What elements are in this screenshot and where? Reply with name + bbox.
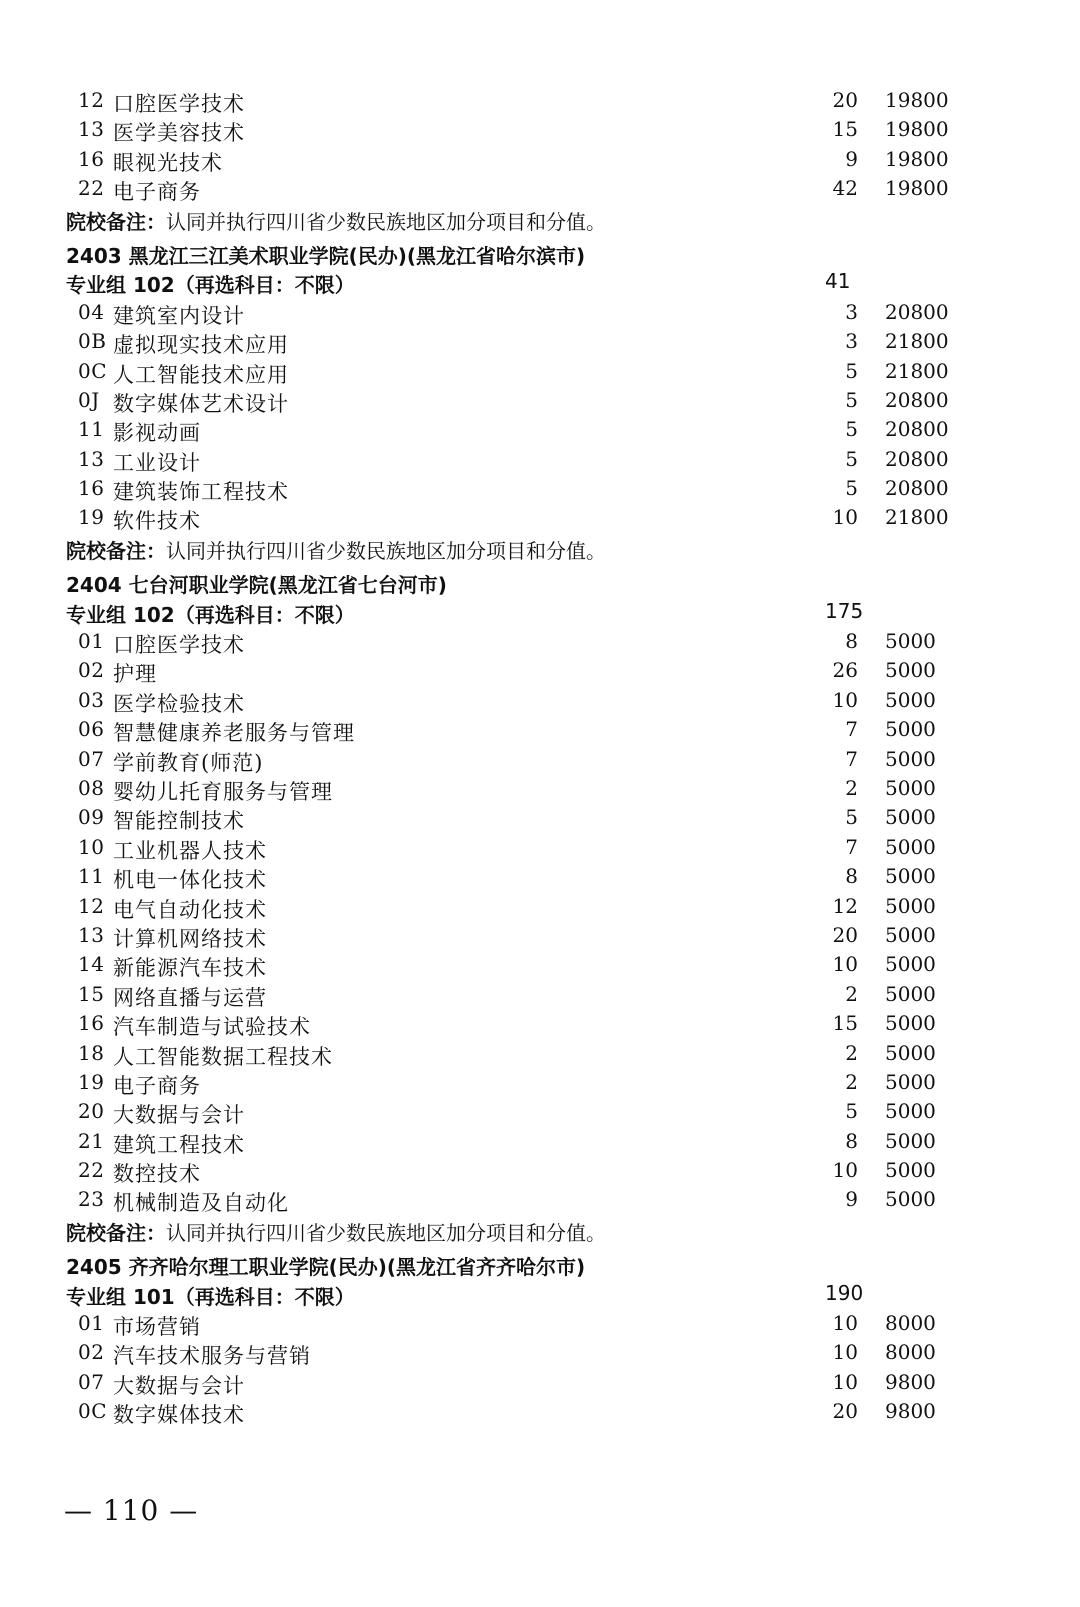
major-tuition: 5000: [885, 1040, 936, 1065]
major-row: [0, 656, 1080, 685]
major-code: 0B: [78, 329, 107, 354]
major-code: 01: [78, 629, 105, 654]
major-name: 电子商务: [113, 180, 201, 205]
major-row: [0, 1368, 1080, 1397]
major-code: 18: [78, 1040, 105, 1065]
major-row: [0, 774, 1080, 803]
major-tuition: 5000: [885, 658, 936, 683]
major-name: 软件技术: [113, 509, 201, 534]
major-tuition: 20800: [885, 446, 949, 471]
major-name: 人工智能数据工程技术: [113, 1044, 333, 1069]
major-tuition: 20800: [885, 299, 949, 324]
major-quota: 2: [845, 981, 858, 1006]
major-row: [0, 145, 1080, 174]
major-row: [0, 298, 1080, 327]
page-number: — 110 —: [64, 1494, 199, 1527]
major-tuition: 20800: [885, 476, 949, 501]
major-code: 03: [78, 687, 105, 712]
major-quota: 2: [845, 1040, 858, 1065]
major-code: 16: [78, 1011, 105, 1036]
school-heading-row: [0, 239, 1080, 268]
note-text: 认同并执行四川省少数民族地区加分项目和分值。: [166, 209, 606, 234]
school-heading-row: [0, 1250, 1080, 1279]
major-row: [0, 415, 1080, 444]
major-quota: 10: [832, 1340, 858, 1365]
major-row: [0, 1156, 1080, 1185]
major-code: 01: [78, 1311, 105, 1336]
major-quota: 5: [845, 417, 858, 442]
major-code: 19: [78, 505, 105, 530]
major-quota: 7: [845, 834, 858, 859]
major-row: [0, 445, 1080, 474]
major-name: 建筑装饰工程技术: [113, 480, 289, 505]
major-tuition: 5000: [885, 893, 936, 918]
major-row: [0, 1127, 1080, 1156]
major-code: 06: [78, 717, 105, 742]
major-quota: 9: [845, 1187, 858, 1212]
major-quota: 20: [832, 88, 858, 112]
major-row: [0, 357, 1080, 386]
major-row: [0, 950, 1080, 979]
major-tuition: 5000: [885, 834, 936, 859]
major-quota: 10: [832, 1311, 858, 1336]
major-row: [0, 627, 1080, 656]
major-code: 07: [78, 1369, 105, 1394]
major-row: [0, 921, 1080, 950]
major-code: 13: [78, 446, 105, 471]
major-name: 眼视光技术: [113, 150, 223, 175]
major-name: 数字媒体技术: [113, 1403, 245, 1428]
school-title: 2405 齐齐哈尔理工职业学院(民办)(黑龙江省齐齐哈尔市): [66, 1255, 586, 1280]
major-quota: 5: [845, 805, 858, 830]
major-name: 机械制造及自动化: [113, 1191, 289, 1216]
major-quota: 9: [845, 146, 858, 171]
catalog-page: [0, 86, 1080, 1427]
major-code: 08: [78, 775, 105, 800]
major-name: 工业机器人技术: [113, 838, 267, 863]
major-row: [0, 1185, 1080, 1214]
major-quota: 5: [845, 358, 858, 383]
school-note-row: [0, 204, 1080, 233]
school-note: [66, 535, 606, 564]
school-note-row: [0, 533, 1080, 562]
major-quota: 7: [845, 746, 858, 771]
major-row: [0, 1397, 1080, 1426]
major-tuition: 5000: [885, 805, 936, 830]
major-tuition: 21800: [885, 329, 949, 354]
major-name: 建筑工程技术: [113, 1132, 245, 1157]
major-name: 汽车制造与试验技术: [113, 1015, 311, 1040]
major-quota: 42: [832, 176, 858, 201]
major-quota: 8: [845, 629, 858, 654]
major-code: 11: [78, 417, 105, 442]
major-tuition: 21800: [885, 505, 949, 530]
major-tuition: 5000: [885, 922, 936, 947]
major-quota: 12: [832, 893, 858, 918]
major-tuition: 5000: [885, 1128, 936, 1153]
major-name: 建筑室内设计: [113, 303, 245, 328]
major-quota: 10: [832, 952, 858, 977]
major-code: 22: [78, 1158, 105, 1183]
major-quota: 2: [845, 775, 858, 800]
major-tuition: 19800: [885, 146, 949, 171]
major-quota: 5: [845, 387, 858, 412]
major-quota: 5: [845, 446, 858, 471]
major-row: [0, 686, 1080, 715]
school-note: [66, 206, 606, 235]
major-tuition: 5000: [885, 1069, 936, 1094]
school-note: [66, 1217, 606, 1246]
major-quota: 15: [832, 1011, 858, 1036]
major-code: 0C: [78, 1399, 108, 1424]
major-name: 口腔医学技术: [113, 633, 245, 658]
major-name: 护理: [113, 662, 157, 687]
major-tuition: 9800: [885, 1369, 936, 1394]
major-name: 学前教育(师范): [113, 750, 264, 775]
major-quota: 20: [832, 922, 858, 947]
note-label: 院校备注：: [66, 1220, 166, 1245]
major-tuition: 19800: [885, 88, 949, 112]
major-code: 22: [78, 176, 105, 201]
major-code: 13: [78, 117, 105, 142]
major-quota: 10: [832, 1369, 858, 1394]
major-row: [0, 386, 1080, 415]
major-tuition: 5000: [885, 1158, 936, 1183]
major-name: 汽车技术服务与营销: [113, 1344, 311, 1369]
major-code: 09: [78, 805, 105, 830]
major-tuition: 20800: [885, 387, 949, 412]
major-code: 02: [78, 1340, 105, 1365]
major-name: 数字媒体艺术设计: [113, 391, 289, 416]
major-quota: 3: [845, 329, 858, 354]
major-tuition: 21800: [885, 358, 949, 383]
major-code: 20: [78, 1099, 105, 1124]
major-row: [0, 1309, 1080, 1338]
major-row: [0, 833, 1080, 862]
major-tuition: 5000: [885, 746, 936, 771]
major-code: 23: [78, 1187, 105, 1212]
major-name: 电气自动化技术: [113, 897, 267, 922]
major-name: 大数据与会计: [113, 1103, 245, 1128]
school-heading-row: [0, 568, 1080, 597]
group-row: [0, 598, 1080, 627]
major-row: [0, 862, 1080, 891]
major-tuition: 5000: [885, 864, 936, 889]
group-quota: 190: [825, 1280, 864, 1305]
major-code: 0J: [78, 387, 100, 412]
major-name: 计算机网络技术: [113, 926, 267, 951]
major-name: 网络直播与运营: [113, 985, 267, 1010]
major-code: 19: [78, 1069, 105, 1094]
note-text: 认同并执行四川省少数民族地区加分项目和分值。: [166, 538, 606, 563]
major-quota: 10: [832, 1158, 858, 1183]
major-name: 口腔医学技术: [113, 92, 245, 116]
major-row: [0, 1009, 1080, 1038]
note-text: 认同并执行四川省少数民族地区加分项目和分值。: [166, 1220, 606, 1245]
major-tuition: 20800: [885, 417, 949, 442]
major-row: [0, 174, 1080, 203]
major-name: 医学检验技术: [113, 691, 245, 716]
group-title: 专业组 102（再选科目：不限）: [66, 602, 355, 627]
major-tuition: 5000: [885, 1187, 936, 1212]
major-code: 12: [78, 893, 105, 918]
major-code: 10: [78, 834, 105, 859]
major-name: 大数据与会计: [113, 1373, 245, 1398]
major-code: 0C: [78, 358, 108, 383]
major-quota: 7: [845, 717, 858, 742]
major-code: 14: [78, 952, 105, 977]
major-row: [0, 892, 1080, 921]
major-name: 电子商务: [113, 1073, 201, 1098]
major-row: [0, 980, 1080, 1009]
major-tuition: 9800: [885, 1399, 936, 1424]
group-quota: 175: [825, 598, 864, 623]
major-code: 16: [78, 476, 105, 501]
major-name: 医学美容技术: [113, 121, 245, 146]
major-row: [0, 115, 1080, 144]
school-note-row: [0, 1215, 1080, 1244]
major-tuition: 5000: [885, 687, 936, 712]
major-tuition: 5000: [885, 629, 936, 654]
major-row: [0, 1068, 1080, 1097]
major-name: 市场营销: [113, 1315, 201, 1340]
major-code: 15: [78, 981, 105, 1006]
major-code: 07: [78, 746, 105, 771]
major-quota: 26: [832, 658, 858, 683]
major-quota: 8: [845, 1128, 858, 1153]
group-quota: 41: [825, 269, 851, 294]
major-row: [0, 745, 1080, 774]
major-row: [0, 1039, 1080, 1068]
major-tuition: 5000: [885, 717, 936, 742]
note-label: 院校备注：: [66, 538, 166, 563]
major-name: 数控技术: [113, 1162, 201, 1187]
major-row: [0, 474, 1080, 503]
major-name: 智能控制技术: [113, 809, 245, 834]
major-quota: 2: [845, 1069, 858, 1094]
major-name: 工业设计: [113, 450, 201, 475]
school-title: 2403 黑龙江三江美术职业学院(民办)(黑龙江省哈尔滨市): [66, 243, 586, 268]
major-code: 21: [78, 1128, 105, 1153]
major-tuition: 5000: [885, 775, 936, 800]
major-row: [0, 327, 1080, 356]
major-code: 11: [78, 864, 105, 889]
major-tuition: 19800: [885, 117, 949, 142]
major-quota: 15: [832, 117, 858, 142]
major-tuition: 19800: [885, 176, 949, 201]
major-name: 新能源汽车技术: [113, 956, 267, 981]
major-name: 人工智能技术应用: [113, 362, 289, 387]
major-row: [0, 803, 1080, 832]
major-tuition: 5000: [885, 952, 936, 977]
major-code: 02: [78, 658, 105, 683]
major-code: 12: [78, 88, 105, 112]
major-row: [0, 503, 1080, 532]
major-row: [0, 715, 1080, 744]
major-tuition: 5000: [885, 1011, 936, 1036]
note-label: 院校备注：: [66, 209, 166, 234]
major-quota: 5: [845, 476, 858, 501]
major-tuition: 5000: [885, 1099, 936, 1124]
major-quota: 20: [832, 1399, 858, 1424]
major-quota: 10: [832, 687, 858, 712]
major-tuition: 8000: [885, 1311, 936, 1336]
major-name: 婴幼儿托育服务与管理: [113, 779, 333, 804]
major-name: 智慧健康养老服务与管理: [113, 721, 355, 746]
major-code: 16: [78, 146, 105, 171]
major-code: 13: [78, 922, 105, 947]
major-row: [0, 86, 1080, 115]
group-title: 专业组 102（再选科目：不限）: [66, 273, 355, 298]
school-title: 2404 七台河职业学院(黑龙江省七台河市): [66, 573, 447, 598]
major-name: 机电一体化技术: [113, 868, 267, 893]
major-tuition: 8000: [885, 1340, 936, 1365]
major-row: [0, 1338, 1080, 1367]
group-row: [0, 1280, 1080, 1309]
group-row: [0, 268, 1080, 297]
major-code: 04: [78, 299, 105, 324]
major-name: 影视动画: [113, 421, 201, 446]
group-title: 专业组 101（再选科目：不限）: [66, 1284, 355, 1309]
major-quota: 10: [832, 505, 858, 530]
major-row: [0, 1097, 1080, 1126]
major-quota: 5: [845, 1099, 858, 1124]
major-quota: 8: [845, 864, 858, 889]
major-name: 虚拟现实技术应用: [113, 333, 289, 358]
major-quota: 3: [845, 299, 858, 324]
major-tuition: 5000: [885, 981, 936, 1006]
